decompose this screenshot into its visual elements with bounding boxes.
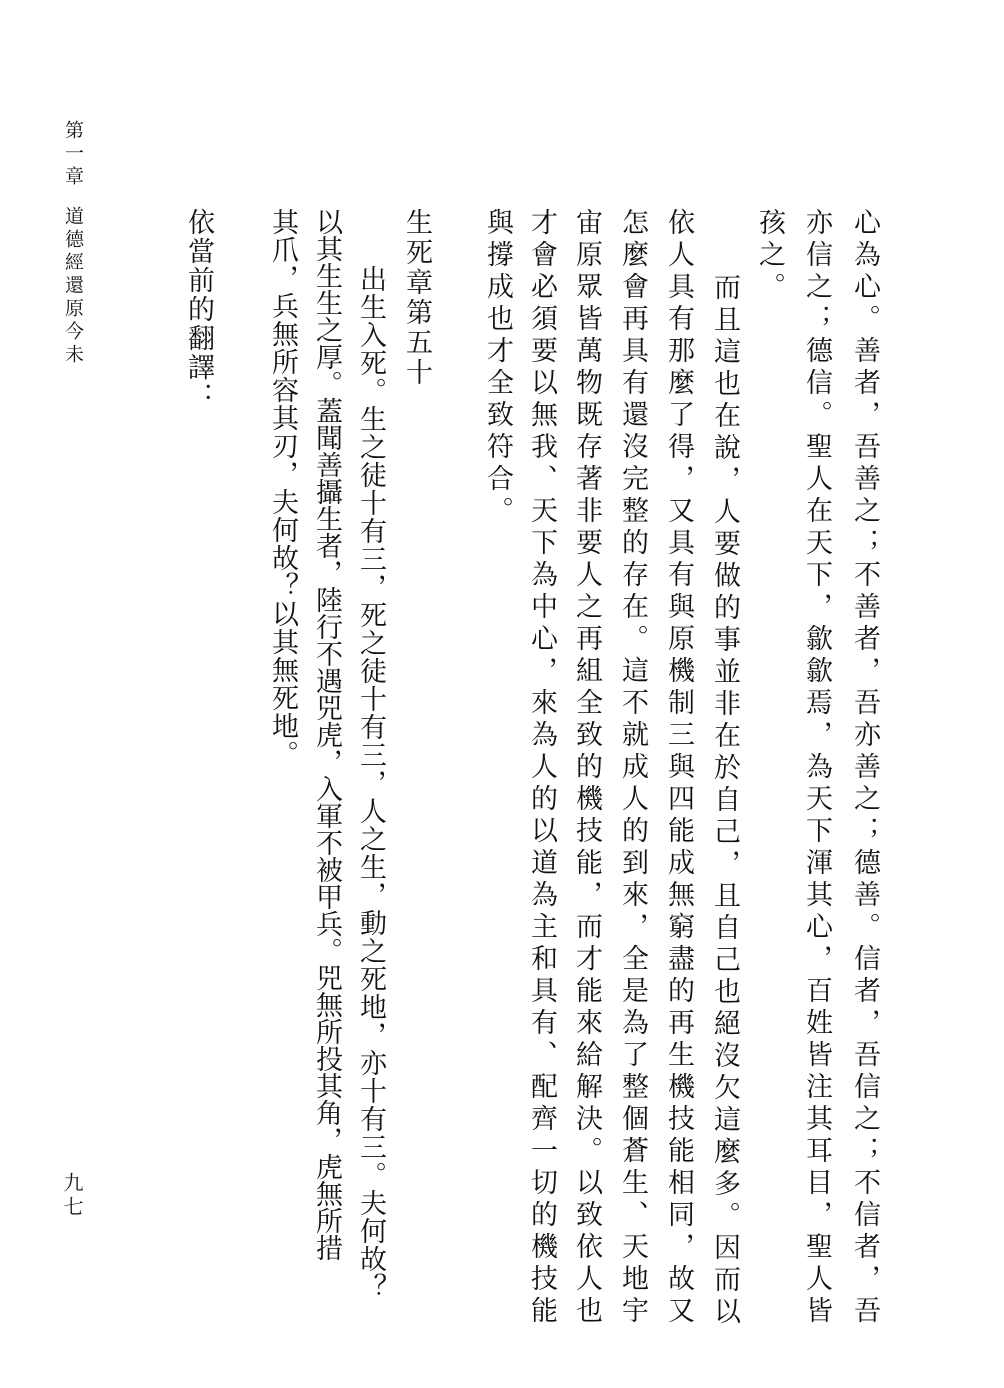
commentary-line: 怎麼會再具有還沒完整的存在。這不就成人的到來，全是為了整個蒼生、天地宇 [617, 208, 648, 1328]
translation-intro: 依當前的翻譯： [183, 208, 214, 411]
section-quote-line: 其爪，兵無所容其刃，夫何故？以其無死地。 [268, 208, 298, 768]
commentary-line: 而且這也在說，人要做的事並非在於自己，且自己也絕沒欠這麼多。因而以 [709, 273, 740, 1329]
quote-line: 心為心。善者，吾善之；不善者，吾亦善之；德善。信者，吾信之；不信者，吾 [849, 208, 880, 1328]
chapter-label: 第一章 [62, 120, 84, 189]
quote-line: 亦信之；德信。聖人在天下，歙歙焉，為天下渾其心，百姓皆注其耳目，聖人皆 [801, 208, 832, 1328]
commentary-line: 依人具有那麼了得，又具有與原機制三與四能成無窮盡的再生機技能相同，故又 [663, 208, 694, 1328]
section-heading: 生死章第五十 [401, 208, 432, 388]
commentary-line: 宙原眾皆萬物既存著非要人之再組全致的機技能，而才能來給解決。以致依人也 [571, 208, 602, 1328]
section-quote-line: 出生入死。生之徒十有三，死之徒十有三，人之生，動之死地，亦十有三。夫何故？ [356, 265, 386, 1301]
commentary-line: 才會必須要以無我、天下為中心，來為人的以道為主和具有、配齊一切的機技能 [526, 208, 557, 1328]
book-title: 道德經還原今未 [62, 206, 84, 367]
quote-line: 孩之。 [754, 208, 785, 304]
commentary-line: 與撐成也才全致符合。 [482, 208, 513, 528]
page-number: 九七 [60, 1172, 84, 1220]
section-quote-line: 以其生生之厚。蓋聞善攝生者，陸行不遇兕虎，入軍不被甲兵。兕無所投其角，虎無所措 [312, 208, 342, 1261]
